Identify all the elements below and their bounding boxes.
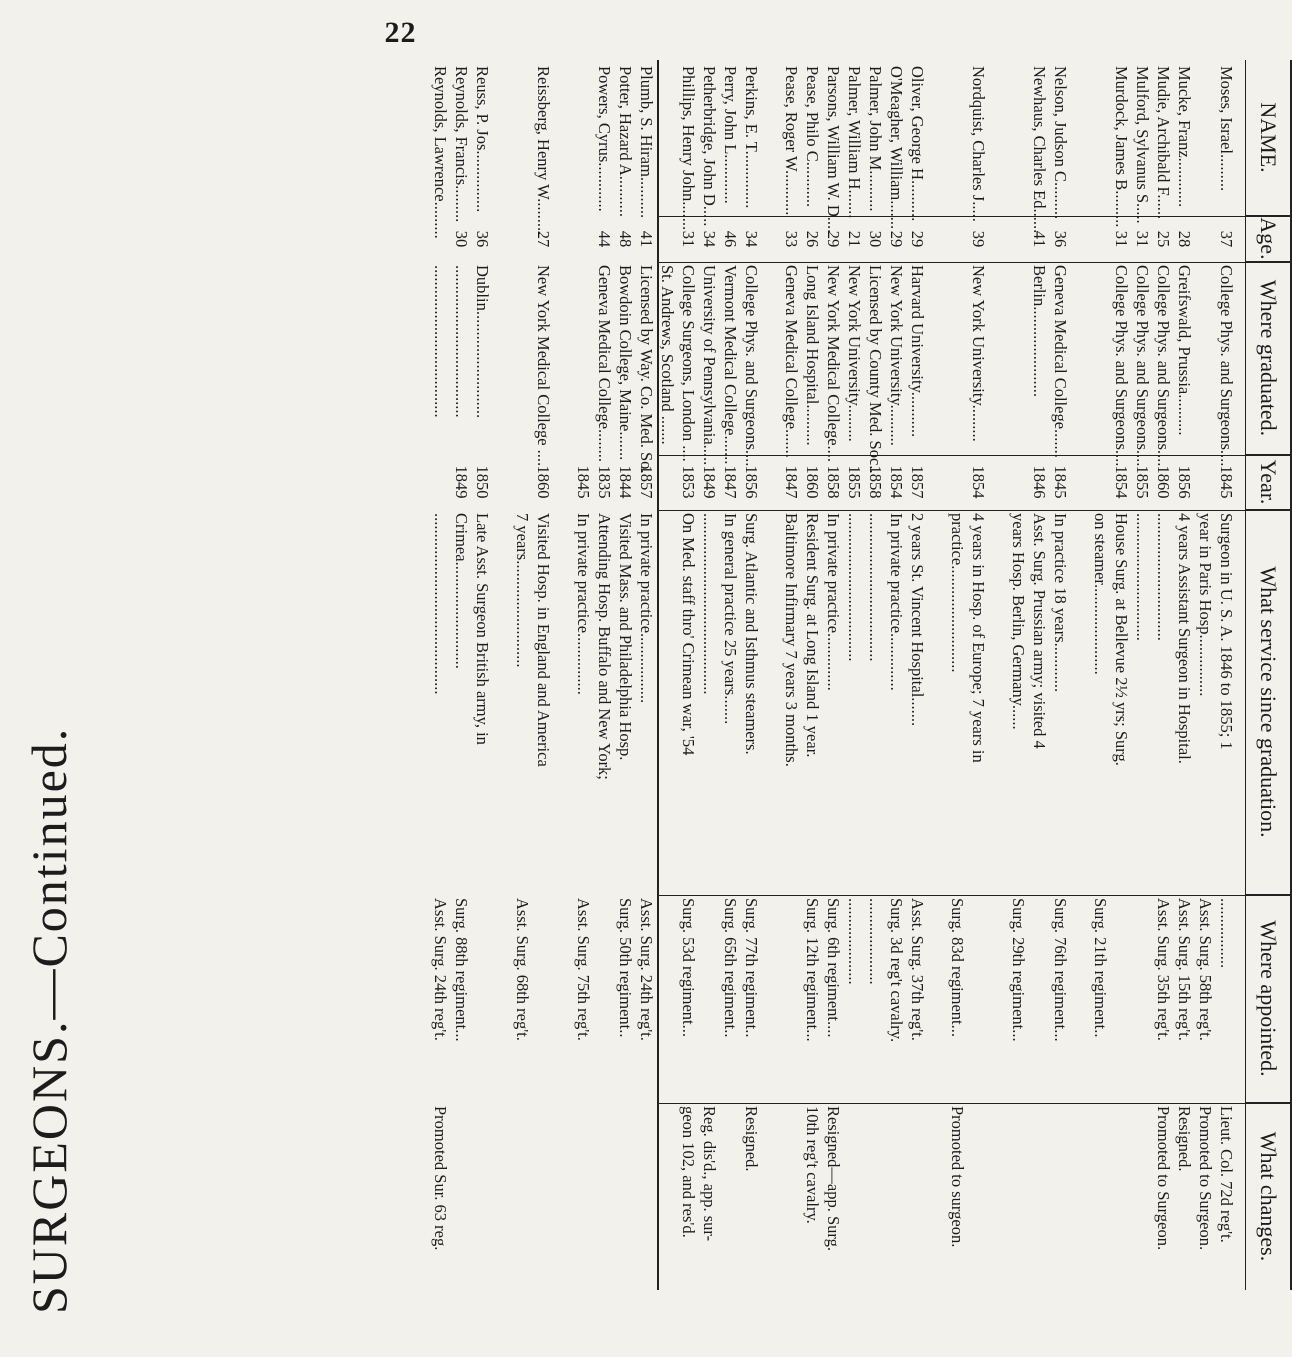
cell-age: 34 xyxy=(742,230,761,248)
cell-appointed: ..................... xyxy=(845,898,864,985)
cell-name: Nordquist, Charles J..... xyxy=(969,66,988,222)
cell-age: 41 xyxy=(637,230,656,248)
cell-where-graduated: College Phys. and Surgeons.... xyxy=(742,265,761,467)
cell-appointed: Asst. Surg. 75th reg't. xyxy=(574,898,593,1041)
cell-year: 1849 xyxy=(700,465,719,499)
row-group xyxy=(1008,60,1071,1290)
cell-changes: Resigned. xyxy=(742,1106,761,1172)
cell-service: ............................................ xyxy=(700,513,719,695)
cell-name: Perkins, E. T.............. xyxy=(742,66,761,209)
cell-changes: Promoted to Surgeon. xyxy=(1196,1106,1215,1251)
cell-year: 1845 xyxy=(574,465,593,499)
cell-where-graduated: New York Medical College .... xyxy=(534,265,553,467)
cell-where-graduated: Greifswald, Prussia.......... xyxy=(1175,265,1194,436)
table-row xyxy=(472,60,493,1290)
cell-year: 1844 xyxy=(616,465,635,499)
cell-year: 1856 xyxy=(1175,465,1194,499)
cell-appointed: Asst. Surg. 35th reg't. xyxy=(1154,898,1173,1041)
cell-year: 1849 xyxy=(452,465,471,499)
cell-appointed: Surg. 53d regiment... xyxy=(679,898,698,1038)
table-row xyxy=(512,60,533,1290)
header-year: Year. xyxy=(1246,455,1290,510)
cell-appointed: Surg. 77th regiment.. xyxy=(742,898,761,1038)
table-row xyxy=(741,60,762,1290)
cell-year: 1847 xyxy=(721,465,740,499)
cell-year: 1855 xyxy=(1133,465,1152,499)
cell-appointed: Surg. 76th regiment... xyxy=(1051,898,1070,1042)
cell-where-graduated: Licensed by County Med. Soc.. xyxy=(866,265,885,474)
cell-changes: 10th reg't cavalry. xyxy=(803,1106,822,1224)
table-row xyxy=(907,60,928,1290)
cell-appointed: Surg. 29th regiment... xyxy=(1009,898,1028,1042)
cell-service: 2 years St. Vincent Hospital....... xyxy=(908,513,927,727)
cell-changes: Resigned—app. Surg. xyxy=(824,1106,843,1251)
cell-changes: Promoted to Surgeon. xyxy=(1154,1106,1173,1251)
cell-changes: Resigned. xyxy=(1175,1106,1194,1172)
surgeons-table xyxy=(431,60,1292,1290)
cell-service: 4 years in Hosp. of Europe; 7 years in xyxy=(969,513,988,763)
cell-year: 1860 xyxy=(1154,465,1173,499)
cell-service: 7 years.......................... xyxy=(513,513,532,668)
cell-service: .................................... xyxy=(866,513,885,662)
cell-age: 34 xyxy=(700,230,719,248)
header-age: Age. xyxy=(1246,216,1290,262)
cell-age: 39 xyxy=(969,230,988,248)
table-row xyxy=(1090,60,1111,1290)
cell-changes: Lieut. Col. 72d reg't. xyxy=(1217,1106,1236,1243)
cell-appointed: Asst. Surg. 58th reg't. xyxy=(1196,898,1215,1041)
cell-name: Powers, Cyrus............ xyxy=(595,66,614,212)
table-row xyxy=(1174,60,1195,1290)
cell-where-graduated: Geneva Medical College....... xyxy=(782,265,801,458)
cell-appointed: Surg. 21th regiment.. xyxy=(1091,898,1110,1038)
cell-appointed: Surg. 50th regiment.. xyxy=(616,898,635,1038)
table-row xyxy=(1132,60,1153,1290)
cell-name: Reissberg, Henry W......... xyxy=(534,66,553,236)
cell-where-graduated: St. Andrews, Scotland ....... xyxy=(658,265,677,445)
cell-where-graduated: Long Island Hospital.......... xyxy=(803,265,822,446)
table-row xyxy=(968,60,989,1290)
table-row xyxy=(947,60,968,1290)
cell-where-graduated: College Phys. and Surgeons.... xyxy=(1133,265,1152,467)
cell-age: 21 xyxy=(845,230,864,248)
cell-name: Parsons, William W. D.... xyxy=(824,66,843,234)
cell-appointed: Surg. 65th regiment.. xyxy=(721,898,740,1038)
cell-year: 1860 xyxy=(534,465,553,499)
cell-age: 30 xyxy=(866,230,885,248)
cell-year: 1845 xyxy=(1217,465,1236,499)
cell-service: On Med. staff thro' Crimean war, '54 xyxy=(679,513,698,756)
cell-age: 41 xyxy=(1030,230,1049,248)
cell-appointed: Asst. Surg. 37th reg't. xyxy=(908,898,927,1041)
table-row xyxy=(636,60,657,1290)
cell-where-graduated: College Surgeons, London .... xyxy=(679,265,698,462)
header-changes: What changes. xyxy=(1256,1131,1281,1262)
table-row xyxy=(865,60,886,1290)
row-group xyxy=(947,60,989,1290)
cell-service: Visited Hosp. in England and America xyxy=(534,513,553,767)
cell-year: 1854 xyxy=(887,465,906,499)
cell-age: 29 xyxy=(887,230,906,248)
cell-age: 31 xyxy=(679,230,698,248)
cell-year: 1855 xyxy=(845,465,864,499)
cell-age: 33 xyxy=(782,230,801,248)
cell-age: 37 xyxy=(1217,230,1236,248)
cell-age: 31 xyxy=(1112,230,1131,248)
cell-where-graduated: College Phys. and Surgeons.... xyxy=(1154,265,1173,467)
table-row xyxy=(1195,60,1216,1290)
cell-where-graduated: Geneva Medical College....... xyxy=(1051,265,1070,458)
cell-service: .................................... xyxy=(845,513,864,662)
cell-service: Resident Surg. at Long Island 1 year. xyxy=(803,513,822,758)
cell-service: Crimea.......................... xyxy=(452,513,471,669)
cell-service: practice.......................... xyxy=(948,513,967,673)
cell-where-graduated: New York University......... xyxy=(845,265,864,442)
table-row xyxy=(802,60,823,1290)
cell-service: Late Asst. Surgeon British army, in xyxy=(473,513,492,745)
cell-service: In private practice.............. xyxy=(887,513,906,691)
cell-where-graduated: New York University......... xyxy=(969,265,988,442)
cell-where-graduated: Vermont Medical College....... xyxy=(721,265,740,465)
cell-age: 29 xyxy=(824,230,843,248)
table-row xyxy=(678,60,699,1290)
cell-name: Reuss, P. Jos............... xyxy=(473,66,492,213)
cell-service: In private practice............... xyxy=(574,513,593,695)
cell-service: Asst. Surg. Prussian army; visited 4 xyxy=(1030,513,1049,749)
cell-appointed: Asst. Surg. 24th reg't. xyxy=(431,898,450,1041)
cell-name: Mucke, Franz............ xyxy=(1175,66,1194,208)
cell-age: 36 xyxy=(473,230,492,248)
cell-year: 1845 xyxy=(1051,465,1070,499)
table-row xyxy=(533,60,554,1290)
cell-where-graduated: Bowdoin College, Maine....... xyxy=(616,265,635,461)
header-where-graduated: Where graduated. xyxy=(1246,262,1290,455)
cell-name: Newhaus, Charles Ed...... xyxy=(1030,66,1049,234)
page-title: SURGEONS.—Continued. xyxy=(21,726,77,1314)
cell-service: In general practice 25 years....... xyxy=(721,513,740,725)
cell-where-graduated: ..................................... xyxy=(431,265,450,418)
cell-name: Palmer, William H....... xyxy=(845,66,864,219)
table-row xyxy=(1029,60,1050,1290)
cell-service: 4 years Assistant Surgeon in Hospital. xyxy=(1175,513,1194,764)
cell-where-graduated: Licensed by Way. Co. Med. So. xyxy=(637,265,656,474)
cell-where-graduated: Dublin.......................... xyxy=(473,265,492,419)
cell-appointed: ..................... xyxy=(866,898,885,985)
cell-age: 31 xyxy=(1133,230,1152,248)
table-row xyxy=(615,60,636,1290)
table-row xyxy=(451,60,472,1290)
table-row xyxy=(1153,60,1174,1290)
cell-service: Surg. Atlantic and Isthmus steamers. xyxy=(742,513,761,755)
cell-where-graduated: Geneva Medical College........ xyxy=(595,265,614,463)
cell-appointed: Surg. 6th regiment.... xyxy=(824,898,843,1038)
cell-changes: geon 102, and res'd. xyxy=(679,1106,698,1238)
table-header xyxy=(1245,60,1290,1290)
table-row xyxy=(657,60,678,1290)
row-group xyxy=(573,60,762,1290)
cell-year: 1858 xyxy=(866,465,885,499)
cell-appointed: Asst. Surg. 68th reg't. xyxy=(513,898,532,1041)
cell-service: ............................................ xyxy=(431,513,450,695)
table-row xyxy=(430,60,451,1290)
table-row xyxy=(594,60,615,1290)
cell-service: Visited Mass. and Philadelphia Hosp. xyxy=(616,513,635,761)
row-group xyxy=(430,60,493,1290)
cell-name: Murdock, James B......... xyxy=(1112,66,1131,228)
cell-age: 36 xyxy=(1051,230,1070,248)
cell-where-graduated: Berlin...................... xyxy=(1030,265,1049,397)
cell-where-graduated: College Phys. and Surgeons.... xyxy=(1217,265,1236,467)
cell-year: 1846 xyxy=(1030,465,1049,499)
cell-age: 26 xyxy=(803,230,822,248)
cell-age: 30 xyxy=(452,230,471,248)
table-row xyxy=(823,60,844,1290)
cell-service: Attending Hosp. Buffalo and New York; xyxy=(595,513,614,780)
cell-name: Reynolds, Francis......... xyxy=(452,66,471,223)
cell-name: Palmer, John M.......... xyxy=(866,66,885,212)
cell-where-graduated: ..................................... xyxy=(452,265,471,418)
cell-appointed: ................. xyxy=(1217,898,1236,969)
cell-service: Surgeon in U. S. A. 1846 to 1855; 1 xyxy=(1217,513,1236,750)
cell-age: 25 xyxy=(1154,230,1173,248)
cell-changes: Promoted to surgeon. xyxy=(948,1106,967,1248)
table-row xyxy=(699,60,720,1290)
cell-age: 48 xyxy=(616,230,635,248)
cell-service: on steamer...................... xyxy=(1091,513,1110,675)
cell-year: 1835 xyxy=(595,465,614,499)
table-row xyxy=(844,60,865,1290)
cell-year: 1853 xyxy=(679,465,698,499)
table-row xyxy=(573,60,594,1290)
cell-age: 46 xyxy=(721,230,740,248)
cell-where-graduated: New York University.......... xyxy=(887,265,906,446)
cell-service: House Surg. at Bellevue 2½ yrs; Surg. xyxy=(1112,513,1131,766)
cell-name: Oliver, George H.......... xyxy=(908,66,927,222)
cell-year: 1860 xyxy=(803,465,822,499)
cell-where-graduated: College Phys. and Surgeons.... xyxy=(1112,265,1131,467)
cell-name: Perry, John L............ xyxy=(721,66,740,204)
row-group xyxy=(781,60,928,1290)
cell-year: 1857 xyxy=(908,465,927,499)
cell-appointed: Surg. 12th regiment... xyxy=(803,898,822,1042)
cell-name: Pease, Philo C........... xyxy=(803,66,822,208)
cell-name: Plumb, S. Hiram.......... xyxy=(637,66,656,219)
cell-year: 1858 xyxy=(824,465,843,499)
cell-name: Reynolds, Lawrence......... xyxy=(431,66,450,239)
cell-age: 28 xyxy=(1175,230,1194,248)
cell-name: Pease, Roger W........... xyxy=(782,66,801,216)
cell-service: In private practice................. xyxy=(637,513,656,704)
cell-name: Mulford, Sylvanus S..... xyxy=(1133,66,1152,224)
cell-appointed: Surg. 83d regiment... xyxy=(948,898,967,1038)
cell-name: Nelson, Judson C......... xyxy=(1051,66,1070,220)
page-number: 22 xyxy=(384,16,417,49)
cell-name: O'Meagher, William....... xyxy=(887,66,906,230)
cell-service: Baltimore Infirmary 7 years 3 months. xyxy=(782,513,801,767)
header-name: NAME. xyxy=(1246,60,1290,216)
cell-name: Petherbridge, John D..... xyxy=(700,66,719,227)
table-row xyxy=(1008,60,1029,1290)
table-row xyxy=(781,60,802,1290)
cell-service: years Hosp. Berlin, Germany...... xyxy=(1009,513,1028,730)
cell-service: In practice 18 years............ xyxy=(1051,513,1070,693)
cell-year: 1854 xyxy=(1112,465,1131,499)
cell-changes: Reg. dis'd., app. sur- xyxy=(700,1106,719,1242)
cell-year: 1847 xyxy=(782,465,801,499)
cell-service: year in Paris Hosp............... xyxy=(1196,513,1215,697)
cell-appointed: Surg. 88th regiment... xyxy=(452,898,471,1042)
cell-age: 27 xyxy=(534,230,553,248)
table-row xyxy=(1216,60,1237,1290)
cell-name: Phillips, Henry John....... xyxy=(679,66,698,231)
cell-name: Mudie, Archibald F...... xyxy=(1154,66,1173,220)
cell-year: 1850 xyxy=(473,465,492,499)
table-row xyxy=(886,60,907,1290)
cell-name: Moses, Israel......... xyxy=(1217,66,1236,192)
table-row xyxy=(1050,60,1071,1290)
cell-appointed: Surg. 3d reg't cavalry. xyxy=(887,898,906,1043)
header-appointed: Where appointed. xyxy=(1246,895,1290,1103)
table-row xyxy=(1111,60,1132,1290)
cell-age: 44 xyxy=(595,230,614,248)
table-body xyxy=(411,60,1237,1290)
cell-changes: Promoted Sur. 63 reg. xyxy=(431,1106,450,1251)
cell-name: Potter, Hazard A.......... xyxy=(616,66,635,218)
cell-year: 1854 xyxy=(969,465,988,499)
cell-appointed: Asst. Surg. 15th reg't. xyxy=(1175,898,1194,1041)
cell-service: In private practice.............. xyxy=(824,513,843,691)
cell-year: 1856 xyxy=(742,465,761,499)
cell-service: ............................... xyxy=(1133,513,1152,641)
row-group xyxy=(512,60,554,1290)
row-group xyxy=(1090,60,1237,1290)
cell-appointed: Asst. Surg. 24th reg't. xyxy=(637,898,656,1041)
cell-where-graduated: Harvard University........... xyxy=(908,265,927,438)
cell-age: 29 xyxy=(908,230,927,248)
table-row xyxy=(720,60,741,1290)
header-service: What service since graduation. xyxy=(1246,510,1290,895)
cell-where-graduated: University of Pennsylvania..... xyxy=(700,265,719,466)
cell-where-graduated: New York Medical College.... xyxy=(824,265,843,463)
cell-year: 1857 xyxy=(637,465,656,499)
cell-service: ............................... xyxy=(1154,513,1173,641)
